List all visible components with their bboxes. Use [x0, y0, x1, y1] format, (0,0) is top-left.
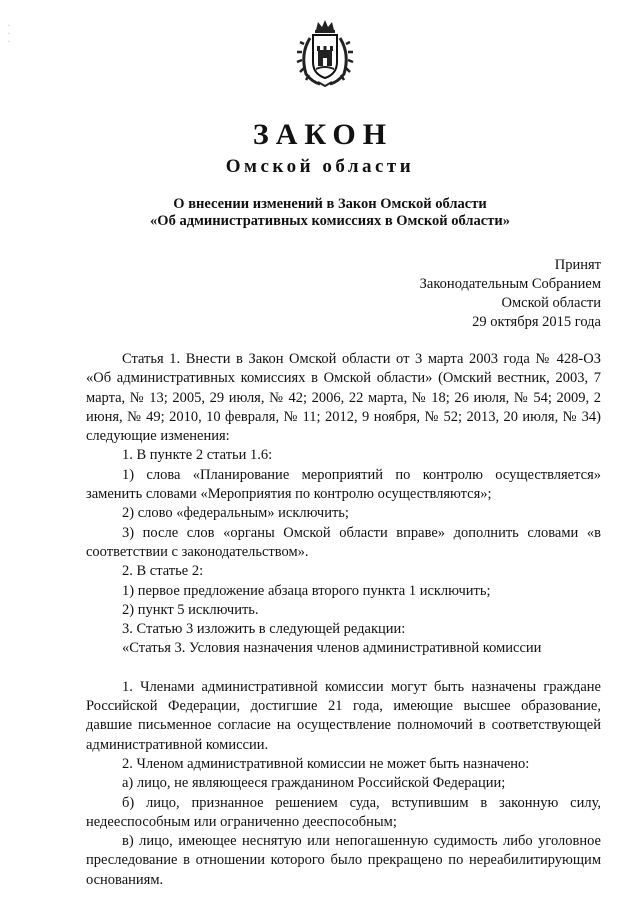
- document-title: ЗАКОН: [252, 118, 394, 151]
- adoption-line-2: Законодательным Собранием: [419, 276, 601, 292]
- paragraph-subitem-2-1: 1) первое предложение абзаца второго пункта 1 исключить;: [122, 582, 491, 599]
- adoption-date: 29 октября 2015 года: [472, 314, 601, 330]
- law-body: [86, 350, 601, 890]
- adoption-block: [420, 256, 601, 332]
- scan-marks: · · ·: [8, 23, 10, 45]
- paragraph-item-1: 1. В пункте 2 статьи 1.6:: [122, 447, 273, 464]
- document-subtitle: Омской области: [225, 156, 415, 177]
- paragraph-subitem-1-2: 2) слово «федеральным» исключить;: [122, 505, 349, 522]
- paragraph-article-3-clause-1: 1. Членами административной комиссии могут быть назначены граждане Российской Федерации, достигшие 21 года, имеющие высшее образование, давшие письменное согласие на осуществление полномочий в соответствующей административной комиссии.: [86, 678, 601, 753]
- paragraph-article-3-clause-2c: в) лицо, имеющее неснятую или непогашенную судимость либо уголовное преследование в отношении которого было прекращено по нереабилитирующим основаниям.: [86, 833, 601, 888]
- paragraph-item-3: 3. Статью 3 изложить в следующей редакции:: [122, 621, 406, 638]
- law-heading-line-1: О внесении изменений в Закон Омской области: [173, 196, 487, 212]
- law-heading-line-2: «Об административных комиссиях в Омской области»: [150, 213, 510, 229]
- paragraph-article-3-clause-2a: а) лицо, не являющееся гражданином Российской Федерации;: [122, 775, 506, 792]
- law-heading: [60, 196, 600, 230]
- paragraph-subitem-1-3: 3) после слов «органы Омской области вправе» дополнить словами «в соответствии с законодательством».: [86, 524, 601, 560]
- coat-of-arms-icon: [296, 18, 354, 88]
- paragraph-subitem-1-1: 1) слова «Планирование мероприятий по контролю осуществляется» заменить словами «Мероприятия по контролю осуществляются»;: [86, 466, 601, 503]
- paragraph-article-3-clause-2: 2. Членом административной комиссии не может быть назначено:: [122, 755, 530, 772]
- adoption-line-1: Принят: [554, 257, 601, 273]
- paragraph-article-3-title: «Статья 3. Условия назначения членов административной комиссии: [122, 640, 542, 657]
- paragraph-subitem-2-2: 2) пункт 5 исключить.: [122, 601, 259, 618]
- paragraph-article-3-clause-2b: б) лицо, признанное решением суда, вступившим в законную силу, недееспособным или ограниченно дееспособным;: [86, 794, 601, 830]
- adoption-line-3: Омской области: [501, 295, 601, 311]
- paragraph-article-1: Статья 1. Внести в Закон Омской области от 3 марта 2003 года № 428-ОЗ «Об административных комиссиях в Омской области» (Омский вестник, 2003, 7 марта, № 13; 2005, 29 июля, № 42; 2006, 22 марта, № 18; 26 июля, № 54; 2009, 2 июня, № 49; 2010, 10 февраля, № 11; 2012, 9 ноября, № 52; 2013, 20 июля, № 34) следующие изменения:: [86, 351, 601, 445]
- paragraph-item-2: 2. В статье 2:: [122, 563, 204, 580]
